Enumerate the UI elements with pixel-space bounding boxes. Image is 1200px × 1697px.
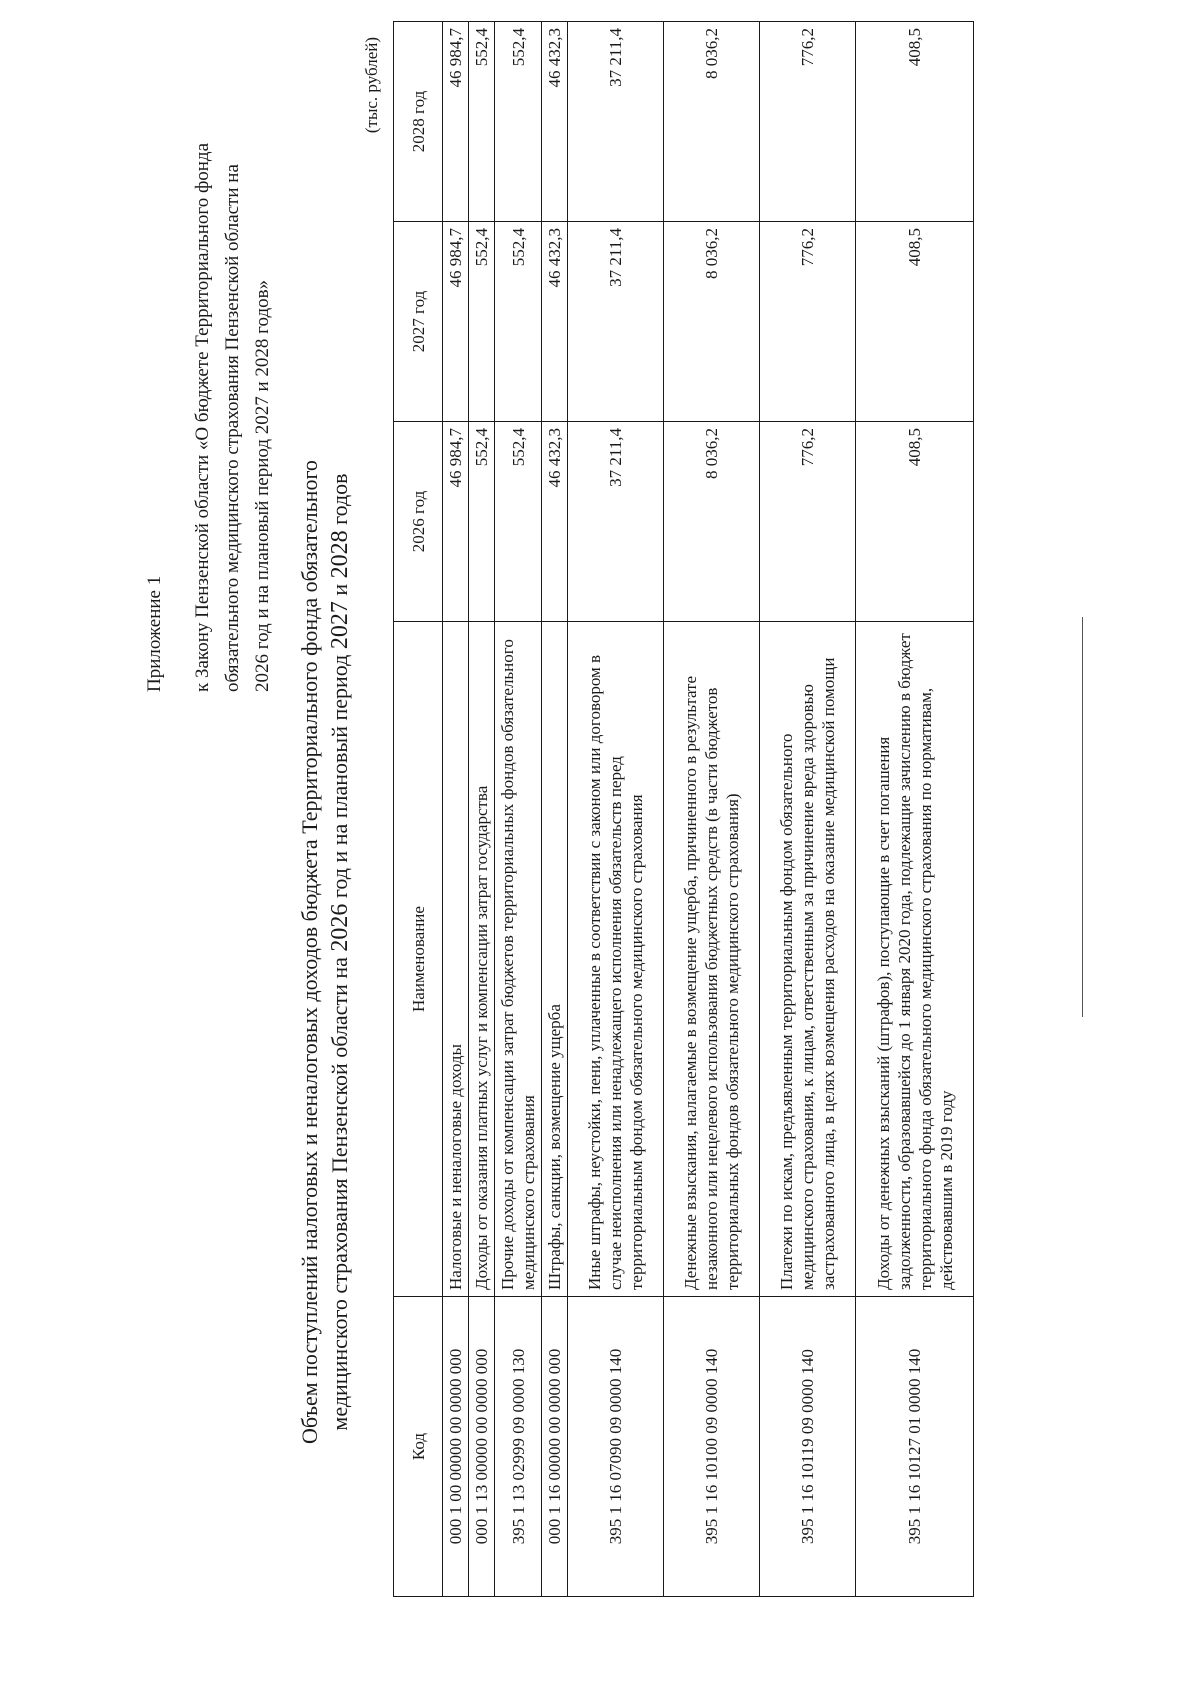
row-2026: 776,2 [760,422,856,622]
header-2026: 2026 год [394,422,443,622]
row-name: Платежи по искам, предъявленным территориальным фондом обязательного медицинского страхования, к лицам, ответственным за причинение вреда здоровью застрахованного лица, в целях возмещения расходов на оказание медицинской помощи [760,622,856,1297]
revenue-table [393,21,974,1597]
table-row [495,22,542,1597]
row-2026: 37 211,4 [568,422,664,622]
row-code: 395 1 16 10100 09 0000 140 [664,1297,760,1597]
title-line-2 [325,397,355,1507]
table-row [568,22,664,1597]
title-line-1: Объем поступлений налоговых и неналоговых доходов бюджета Территориального фонда обязательного [297,460,322,1444]
row-name: Прочие доходы от компенсации затрат бюджетов территориальных фондов обязательного медицинского страхования [495,622,542,1297]
row-code: 395 1 16 10119 09 0000 140 [760,1297,856,1597]
row-name: Налоговые и неналоговые доходы [443,622,469,1297]
row-code: 395 1 13 02999 09 0000 130 [495,1297,542,1597]
title-year-2026: 2026 [327,903,353,952]
header-2027: 2027 год [394,222,443,422]
header-2028: 2028 год [394,22,443,222]
title-line-2b: год и на плановый период [327,654,352,899]
row-code: 000 1 16 00000 00 0000 000 [542,1297,568,1597]
row-name: Иные штрафы, неустойки, пени, уплаченные в соответствии с законом или договором в случае неисполнения или ненадлежащего исполнения обязательств перед территориальным фондом обязательного медицинского страхования [568,622,664,1297]
row-2027: 46 984,7 [443,222,469,422]
header-code: Код [394,1297,443,1597]
separator-line [1082,617,1083,1017]
table-row [760,22,856,1597]
title-and: и [327,583,352,596]
row-2027: 46 432,3 [542,222,568,422]
appendix-basis: к Закону Пензенской области «О бюджете Территориального фонда обязательного медицинского страхования Пензенской области на 2026 год и на плановый период 2027 и 2028 годов» [192,142,273,692]
row-name: Штрафы, санкции, возмещение ущерба [542,622,568,1297]
row-2026: 552,4 [469,422,495,622]
row-2026: 8 036,2 [664,422,760,622]
row-code: 000 1 13 00000 00 0000 000 [469,1297,495,1597]
table-row [469,22,495,1597]
row-code: 395 1 16 10127 01 0000 140 [856,1297,974,1597]
row-2026: 46 432,3 [542,422,568,622]
table-row [664,22,760,1597]
row-2028: 8 036,2 [664,22,760,222]
appendix-number: Приложение 1 [144,575,165,692]
unit-label: (тыс. рублей) [362,37,381,134]
table-header-row [394,22,443,1597]
row-name: Доходы от оказания платных услуг и компенсации затрат государства [469,622,495,1297]
table-row [856,22,974,1597]
row-2026: 46 984,7 [443,422,469,622]
row-2026: 408,5 [856,422,974,622]
row-2028: 46 432,3 [542,22,568,222]
table-row [443,22,469,1597]
row-2027: 776,2 [760,222,856,422]
row-2026: 552,4 [495,422,542,622]
title-line-2-end: годов [327,473,352,525]
row-name: Доходы от денежных взысканий (штрафов), поступающие в счет погашения задолженности, образовавшейся до 1 января 2020 года, подлежащие зачислению в бюджет территориального фонда обязательного медицинского страхования по нормативам, действовавшим в 2019 году [856,622,974,1297]
row-2027: 552,4 [469,222,495,422]
document-title [295,397,355,1507]
row-2027: 408,5 [856,222,974,422]
row-code: 395 1 16 07090 09 0000 140 [568,1297,664,1597]
row-2028: 552,4 [469,22,495,222]
row-2028: 408,5 [856,22,974,222]
header-name: Наименование [394,622,443,1297]
title-year-2027: 2027 [327,601,353,650]
row-2027: 552,4 [495,222,542,422]
row-2028: 37 211,4 [568,22,664,222]
row-2028: 776,2 [760,22,856,222]
title-year-2028: 2028 [327,530,353,579]
row-2027: 8 036,2 [664,222,760,422]
row-name: Денежные взыскания, налагаемые в возмещение ущерба, причиненного в результате незаконного или нецелевого использования бюджетных средств (в части бюджетов территориальных фондов обязательного медицинского страхования) [664,622,760,1297]
row-2028: 46 984,7 [443,22,469,222]
table-row [542,22,568,1597]
row-code: 000 1 00 00000 00 0000 000 [443,1297,469,1597]
title-line-2a: медицинского страхования Пензенской области на [327,957,352,1431]
row-2028: 552,4 [495,22,542,222]
appendix-header [140,132,278,692]
row-2027: 37 211,4 [568,222,664,422]
